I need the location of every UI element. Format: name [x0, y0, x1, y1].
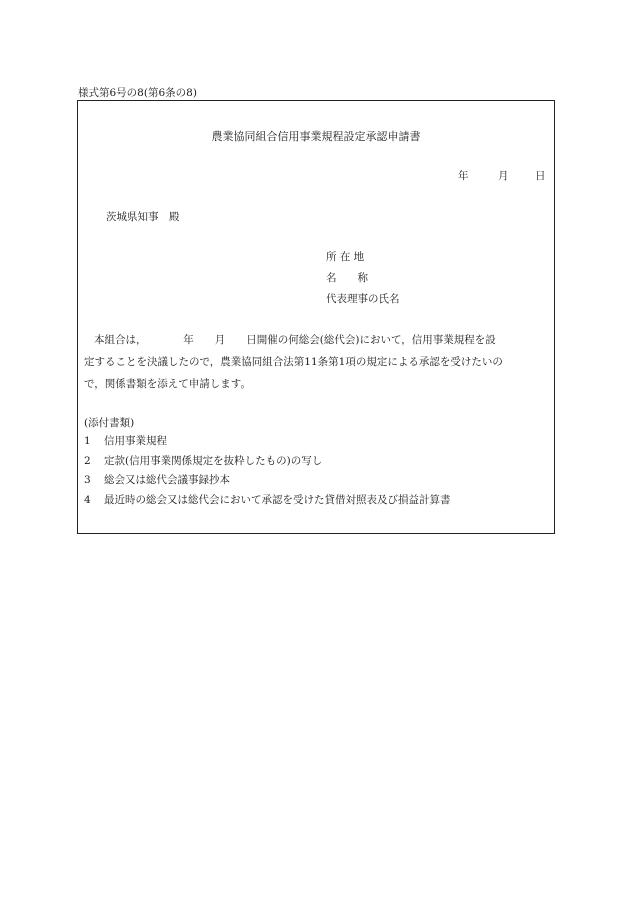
application-form [77, 100, 555, 534]
attachments-list [84, 432, 451, 510]
item-text: 最近時の総会又は総代会において承認を受けた貸借対照表及び損益計算書 [104, 493, 451, 506]
item-text: 総会又は総代会議事録抄本 [104, 474, 230, 486]
list-item [84, 491, 451, 511]
item-number: 3 [84, 474, 91, 486]
attachments-heading: (添付書類) [84, 417, 135, 429]
form-title: 農業協同組合信用事業規程設定承認申請書 [211, 130, 421, 143]
address-label: 所 在 地 [326, 251, 365, 263]
date-year: 年 [458, 170, 469, 182]
date-line [458, 168, 546, 183]
form-number: 様式第6号の8(第6条の8) [78, 87, 197, 99]
list-item [84, 471, 451, 491]
application-body [84, 329, 552, 395]
name-label: 名 称 [326, 272, 368, 284]
addressee: 茨城県知事 殿 [106, 211, 180, 223]
list-item [84, 452, 451, 472]
representative-label: 代表理事の氏名 [326, 293, 400, 305]
item-number: 2 [84, 454, 91, 467]
body-line-2: 定することを決議したので，農業協同組合法第11条第1項の規定による承認を受けたいの [84, 356, 503, 368]
date-day: 日 [535, 170, 546, 182]
body-line-3: で，関係書類を添えて申請します。 [84, 378, 251, 390]
list-item [84, 432, 451, 452]
item-number: 1 [84, 435, 91, 447]
item-text: 信用事業規程 [104, 435, 167, 447]
body-line-1: 本組合は， 年 月 日開催の何総会(総代会)において，信用事業規程を設 [94, 334, 496, 346]
date-month: 月 [498, 170, 509, 182]
item-number: 4 [84, 493, 91, 506]
item-text: 定款(信用事業関係規定を抜粋したもの)の写し [104, 454, 323, 467]
